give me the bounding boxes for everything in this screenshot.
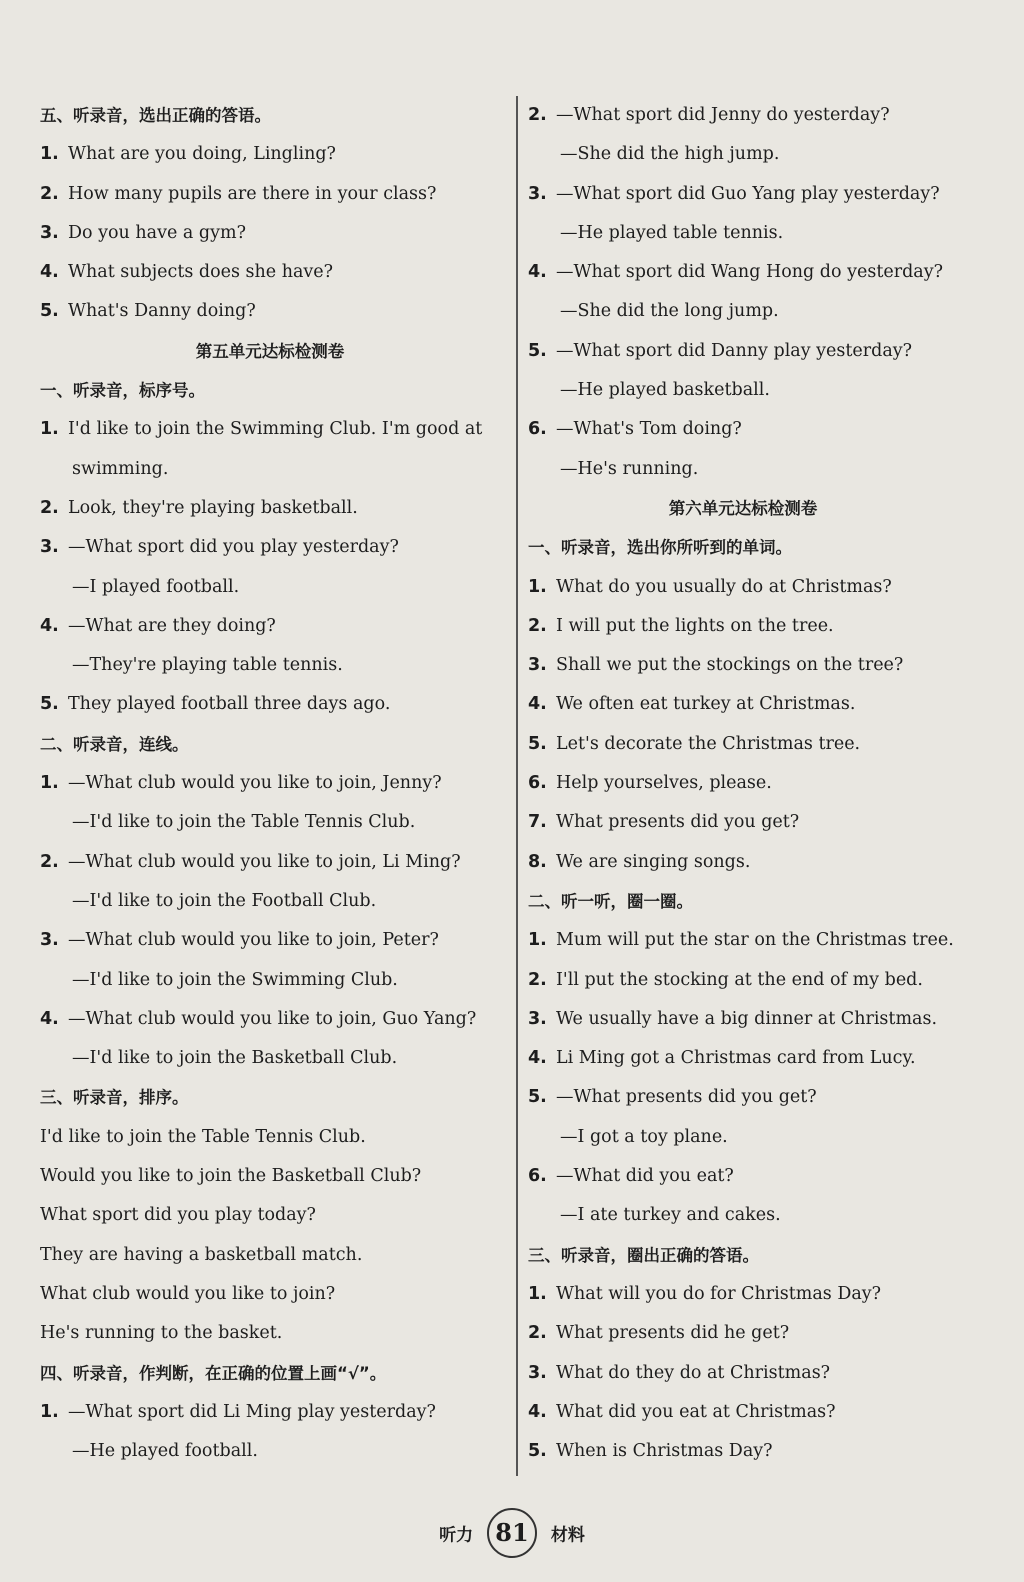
item-text: Do you have a gym? xyxy=(68,222,246,243)
right-column xyxy=(528,96,958,1471)
response-line: —I'd like to join the Table Tennis Club. xyxy=(72,812,416,833)
item-text: When is Christmas Day? xyxy=(556,1441,773,1462)
list-item xyxy=(528,1039,958,1078)
item-number: 2. xyxy=(40,497,59,518)
list-item xyxy=(528,96,958,135)
text-line: Would you like to join the Basketball Club? xyxy=(40,1166,422,1187)
item-number: 3. xyxy=(40,222,59,243)
item-number: 7. xyxy=(528,812,547,833)
list-item xyxy=(528,1393,958,1432)
item-number: 8. xyxy=(528,851,547,872)
list-item xyxy=(40,528,500,567)
section-heading: 一、听录音，选出你所听到的单词。 xyxy=(528,538,792,558)
response-line: —They're playing table tennis. xyxy=(72,655,343,676)
list-item xyxy=(40,1000,500,1039)
list-item xyxy=(40,175,500,214)
text-line: swimming. xyxy=(72,458,169,479)
list-item xyxy=(40,253,500,292)
list-item xyxy=(528,1432,958,1471)
item-text: —What sport did you play yesterday? xyxy=(68,537,399,558)
item-text: What will you do for Christmas Day? xyxy=(556,1283,882,1304)
item-number: 2. xyxy=(528,615,547,636)
item-text: —What's Tom doing? xyxy=(556,419,742,440)
item-number: 6. xyxy=(528,419,547,440)
list-item xyxy=(528,568,958,607)
footer-left-label: 听力 xyxy=(439,1525,474,1546)
item-text: —What are they doing? xyxy=(68,615,276,636)
item-text: Li Ming got a Christmas card from Lucy. xyxy=(556,1048,916,1069)
item-text: I'll put the stocking at the end of my bed. xyxy=(556,969,923,990)
list-item xyxy=(40,410,500,449)
item-number: 1. xyxy=(528,576,547,597)
item-number: 6. xyxy=(528,773,547,794)
item-number: 3. xyxy=(40,537,59,558)
list-item xyxy=(40,135,500,174)
item-text: What do you usually do at Christmas? xyxy=(556,576,892,597)
item-number: 3. xyxy=(528,1008,547,1029)
item-number: 1. xyxy=(40,144,59,165)
list-item xyxy=(40,685,500,724)
item-number: 2. xyxy=(528,105,547,125)
item-number: 2. xyxy=(528,1323,547,1344)
page-footer xyxy=(0,1508,1024,1558)
item-text: —What sport did Wang Hong do yesterday? xyxy=(556,262,943,283)
item-text: Look, they're playing basketball. xyxy=(68,497,358,518)
list-item xyxy=(40,214,500,253)
item-text: What did you eat at Christmas? xyxy=(556,1401,836,1422)
list-item xyxy=(40,292,500,331)
item-text: —What club would you like to join, Peter? xyxy=(68,930,439,951)
list-item xyxy=(40,921,500,960)
item-number: 1. xyxy=(40,773,59,794)
text-line: They are having a basketball match. xyxy=(40,1244,363,1265)
item-number: 5. xyxy=(528,1087,547,1108)
list-item xyxy=(528,921,958,960)
section-heading: 二、听一听，圈一圈。 xyxy=(528,891,693,911)
list-item xyxy=(528,843,958,882)
list-item xyxy=(528,175,958,214)
item-text: —What sport did Guo Yang play yesterday? xyxy=(556,183,940,204)
list-item xyxy=(528,1314,958,1353)
item-number: 2. xyxy=(40,183,59,204)
item-text: We are singing songs. xyxy=(556,851,751,872)
text-line: He's running to the basket. xyxy=(40,1323,283,1344)
item-text: —What sport did Jenny do yesterday? xyxy=(556,105,890,125)
item-number: 4. xyxy=(40,262,59,283)
list-item xyxy=(528,646,958,685)
list-item xyxy=(528,1275,958,1314)
list-item xyxy=(528,764,958,803)
section-heading: 五、听录音，选出正确的答语。 xyxy=(40,106,271,125)
item-text: What presents did you get? xyxy=(556,812,800,833)
section-heading: 一、听录音，标序号。 xyxy=(40,381,205,401)
item-number: 5. xyxy=(40,301,59,322)
response-line: —He's running. xyxy=(560,458,699,479)
item-number: 3. xyxy=(528,655,547,676)
list-item xyxy=(528,332,958,371)
list-item xyxy=(40,843,500,882)
response-line: —She did the long jump. xyxy=(560,301,779,322)
item-number: 1. xyxy=(40,419,59,440)
list-item xyxy=(528,685,958,724)
text-line: What sport did you play today? xyxy=(40,1205,316,1226)
section-heading: 三、听录音，圈出正确的答语。 xyxy=(528,1245,759,1265)
list-item xyxy=(528,607,958,646)
item-text: —What club would you like to join, Li Ming? xyxy=(68,851,461,872)
text-line: What club would you like to join? xyxy=(40,1283,336,1304)
item-text: What do they do at Christmas? xyxy=(556,1362,831,1383)
response-line: —I'd like to join the Basketball Club. xyxy=(72,1048,398,1069)
response-line: —I'd like to join the Football Club. xyxy=(72,890,377,911)
response-line: —She did the high jump. xyxy=(560,144,780,165)
item-number: 4. xyxy=(528,694,547,715)
list-item xyxy=(528,961,958,1000)
item-text: Mum will put the star on the Christmas tree. xyxy=(556,930,954,951)
response-line: —He played football. xyxy=(72,1441,258,1462)
item-number: 2. xyxy=(40,851,59,872)
unit-title: 第六单元达标检测卷 xyxy=(668,498,818,518)
item-number: 3. xyxy=(528,1362,547,1383)
response-line: —I ate turkey and cakes. xyxy=(560,1205,781,1226)
item-text: They played football three days ago. xyxy=(68,694,391,715)
item-number: 3. xyxy=(40,930,59,951)
item-text: Shall we put the stockings on the tree? xyxy=(556,655,904,676)
footer-right-label: 材料 xyxy=(550,1525,585,1546)
list-item xyxy=(528,253,958,292)
response-line: —I got a toy plane. xyxy=(560,1126,728,1147)
list-item xyxy=(528,1354,958,1393)
item-text: —What sport did Li Ming play yesterday? xyxy=(68,1401,436,1422)
list-item xyxy=(528,1157,958,1196)
item-text: What are you doing, Lingling? xyxy=(68,144,336,165)
section-heading: 二、听录音，连线。 xyxy=(40,734,189,754)
item-number: 5. xyxy=(40,694,59,715)
list-item xyxy=(40,489,500,528)
item-number: 1. xyxy=(528,930,547,951)
item-number: 6. xyxy=(528,1166,547,1187)
list-item xyxy=(528,1078,958,1117)
item-text: We usually have a big dinner at Christmas. xyxy=(556,1008,938,1029)
list-item xyxy=(528,1000,958,1039)
list-item xyxy=(40,607,500,646)
item-text: I will put the lights on the tree. xyxy=(556,615,834,636)
item-text: What presents did he get? xyxy=(556,1323,790,1344)
response-line: —He played table tennis. xyxy=(560,222,784,243)
item-text: —What did you eat? xyxy=(556,1166,734,1187)
item-number: 2. xyxy=(528,969,547,990)
item-text: —What club would you like to join, Guo Yang? xyxy=(68,1008,477,1029)
item-number: 4. xyxy=(528,1048,547,1069)
left-column xyxy=(40,96,500,1471)
list-item xyxy=(40,764,500,803)
item-text: I'd like to join the Swimming Club. I'm good at xyxy=(68,419,483,440)
response-line: —I'd like to join the Swimming Club. xyxy=(72,969,398,990)
item-number: 4. xyxy=(528,262,547,283)
item-number: 5. xyxy=(528,340,547,361)
item-number: 5. xyxy=(528,1441,547,1462)
item-text: What's Danny doing? xyxy=(68,301,256,322)
section-heading: 四、听录音，作判断，在正确的位置上画“√”。 xyxy=(40,1363,387,1383)
item-text: —What club would you like to join, Jenny? xyxy=(68,773,442,794)
list-item xyxy=(40,1393,500,1432)
item-text: Help yourselves, please. xyxy=(556,773,772,794)
list-item xyxy=(528,410,958,449)
item-number: 3. xyxy=(528,183,547,204)
item-text: Let's decorate the Christmas tree. xyxy=(556,733,861,754)
item-number: 1. xyxy=(40,1401,59,1422)
item-number: 1. xyxy=(528,1283,547,1304)
list-item xyxy=(528,725,958,764)
column-divider xyxy=(516,96,518,1476)
item-text: —What presents did you get? xyxy=(556,1087,817,1108)
text-line: I'd like to join the Table Tennis Club. xyxy=(40,1126,366,1147)
list-item xyxy=(528,803,958,842)
response-line: —I played football. xyxy=(72,576,240,597)
item-number: 4. xyxy=(40,615,59,636)
item-number: 5. xyxy=(528,733,547,754)
item-text: —What sport did Danny play yesterday? xyxy=(556,340,913,361)
section-heading: 三、听录音，排序。 xyxy=(40,1088,189,1108)
page-number: 81 xyxy=(487,1508,537,1558)
item-number: 4. xyxy=(528,1401,547,1422)
item-text: How many pupils are there in your class? xyxy=(68,183,437,204)
item-number: 4. xyxy=(40,1008,59,1029)
item-text: We often eat turkey at Christmas. xyxy=(556,694,856,715)
response-line: —He played basketball. xyxy=(560,380,770,401)
unit-title: 第五单元达标检测卷 xyxy=(195,341,345,361)
item-text: What subjects does she have? xyxy=(68,262,334,283)
